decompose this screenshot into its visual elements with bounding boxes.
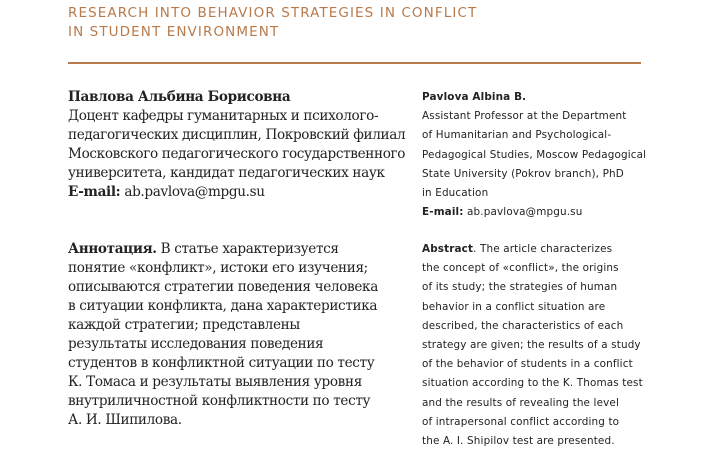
abstract-line: described, the characteristics of each bbox=[422, 319, 624, 332]
abstract-line: внутриличностной конфликтности по тесту bbox=[68, 393, 371, 409]
affiliation-line: университета, кандидат педагогических наук bbox=[68, 165, 385, 181]
affiliation-line: Доцент кафедры гуманитарных и психолого- bbox=[68, 108, 379, 124]
title-line: RESEARCH INTO BEHAVIOR STRATEGIES IN CONFLICT bbox=[68, 5, 478, 21]
affiliation-line: Assistant Professor at the Department bbox=[422, 110, 627, 123]
abstract-line: описываются стратегии поведения человека bbox=[68, 279, 378, 295]
affiliation-line: Московского педагогического государственного bbox=[68, 146, 406, 162]
abstract-ru bbox=[68, 240, 408, 430]
abstract-line: результаты исследования поведения bbox=[68, 336, 324, 352]
abstract-line: strategy are given; the results of a study bbox=[422, 339, 641, 352]
abstract-line: К. Томаса и результаты выявления уровня bbox=[68, 374, 362, 390]
abstract-line: В статье характеризуется bbox=[156, 241, 339, 257]
abstract-line: of its study; the strategies of human bbox=[422, 281, 618, 294]
abstract-line: and the results of revealing the level bbox=[422, 396, 620, 409]
author-info-en bbox=[422, 88, 652, 222]
author-name-ru: Павлова Альбина Борисовна bbox=[68, 89, 291, 105]
affiliation-line: Pedagogical Studies, Moscow Pedagogical bbox=[422, 148, 647, 161]
author-name-en: Pavlova Albina B. bbox=[422, 91, 527, 103]
abstract-label-en: Abstract bbox=[422, 243, 474, 255]
author-info-ru bbox=[68, 88, 408, 202]
abstract-line: the A. I. Shipilov test are presented. bbox=[422, 435, 615, 448]
abstract-line: the concept of «conflict», the origins bbox=[422, 262, 619, 275]
email-link-ru[interactable]: ab.pavlova@mpgu.su bbox=[124, 184, 265, 200]
abstract-en bbox=[422, 240, 652, 451]
abstract-line: of the behavior of students in a conflict bbox=[422, 358, 633, 371]
abstract-line: situation according to the K. Thomas test bbox=[422, 377, 643, 390]
affiliation-line: педагогических дисциплин, Покровский филиал bbox=[68, 127, 406, 143]
abstract-line: студентов в конфликтной ситуации по тесту bbox=[68, 355, 375, 371]
email-link-en[interactable]: ab.pavlova@mpgu.su bbox=[467, 206, 583, 219]
abstract-line: каждой стратегии; представлены bbox=[68, 317, 300, 333]
abstract-line: в ситуации конфликта, дана характеристика bbox=[68, 298, 378, 314]
affiliation-line: of Humanitarian and Psychological- bbox=[422, 129, 612, 142]
article-title bbox=[68, 4, 477, 42]
abstract-line: behavior in a conflict situation are bbox=[422, 300, 606, 313]
affiliation-line: State University (Pokrov branch), PhD bbox=[422, 167, 624, 180]
abstract-line: . The article characterizes bbox=[473, 243, 613, 255]
email-label-en: E-mail: bbox=[422, 206, 464, 219]
title-line: IN STUDENT ENVIRONMENT bbox=[68, 24, 280, 40]
abstract-line: А. И. Шипилова. bbox=[68, 412, 182, 428]
title-divider bbox=[68, 62, 641, 64]
abstract-line: of intrapersonal conflict according to bbox=[422, 415, 620, 428]
affiliation-line: in Education bbox=[422, 187, 489, 200]
email-label-ru: E-mail: bbox=[68, 184, 121, 200]
abstract-label-ru: Аннотация. bbox=[68, 241, 157, 257]
abstract-line: понятие «конфликт», истоки его изучения; bbox=[68, 260, 368, 276]
